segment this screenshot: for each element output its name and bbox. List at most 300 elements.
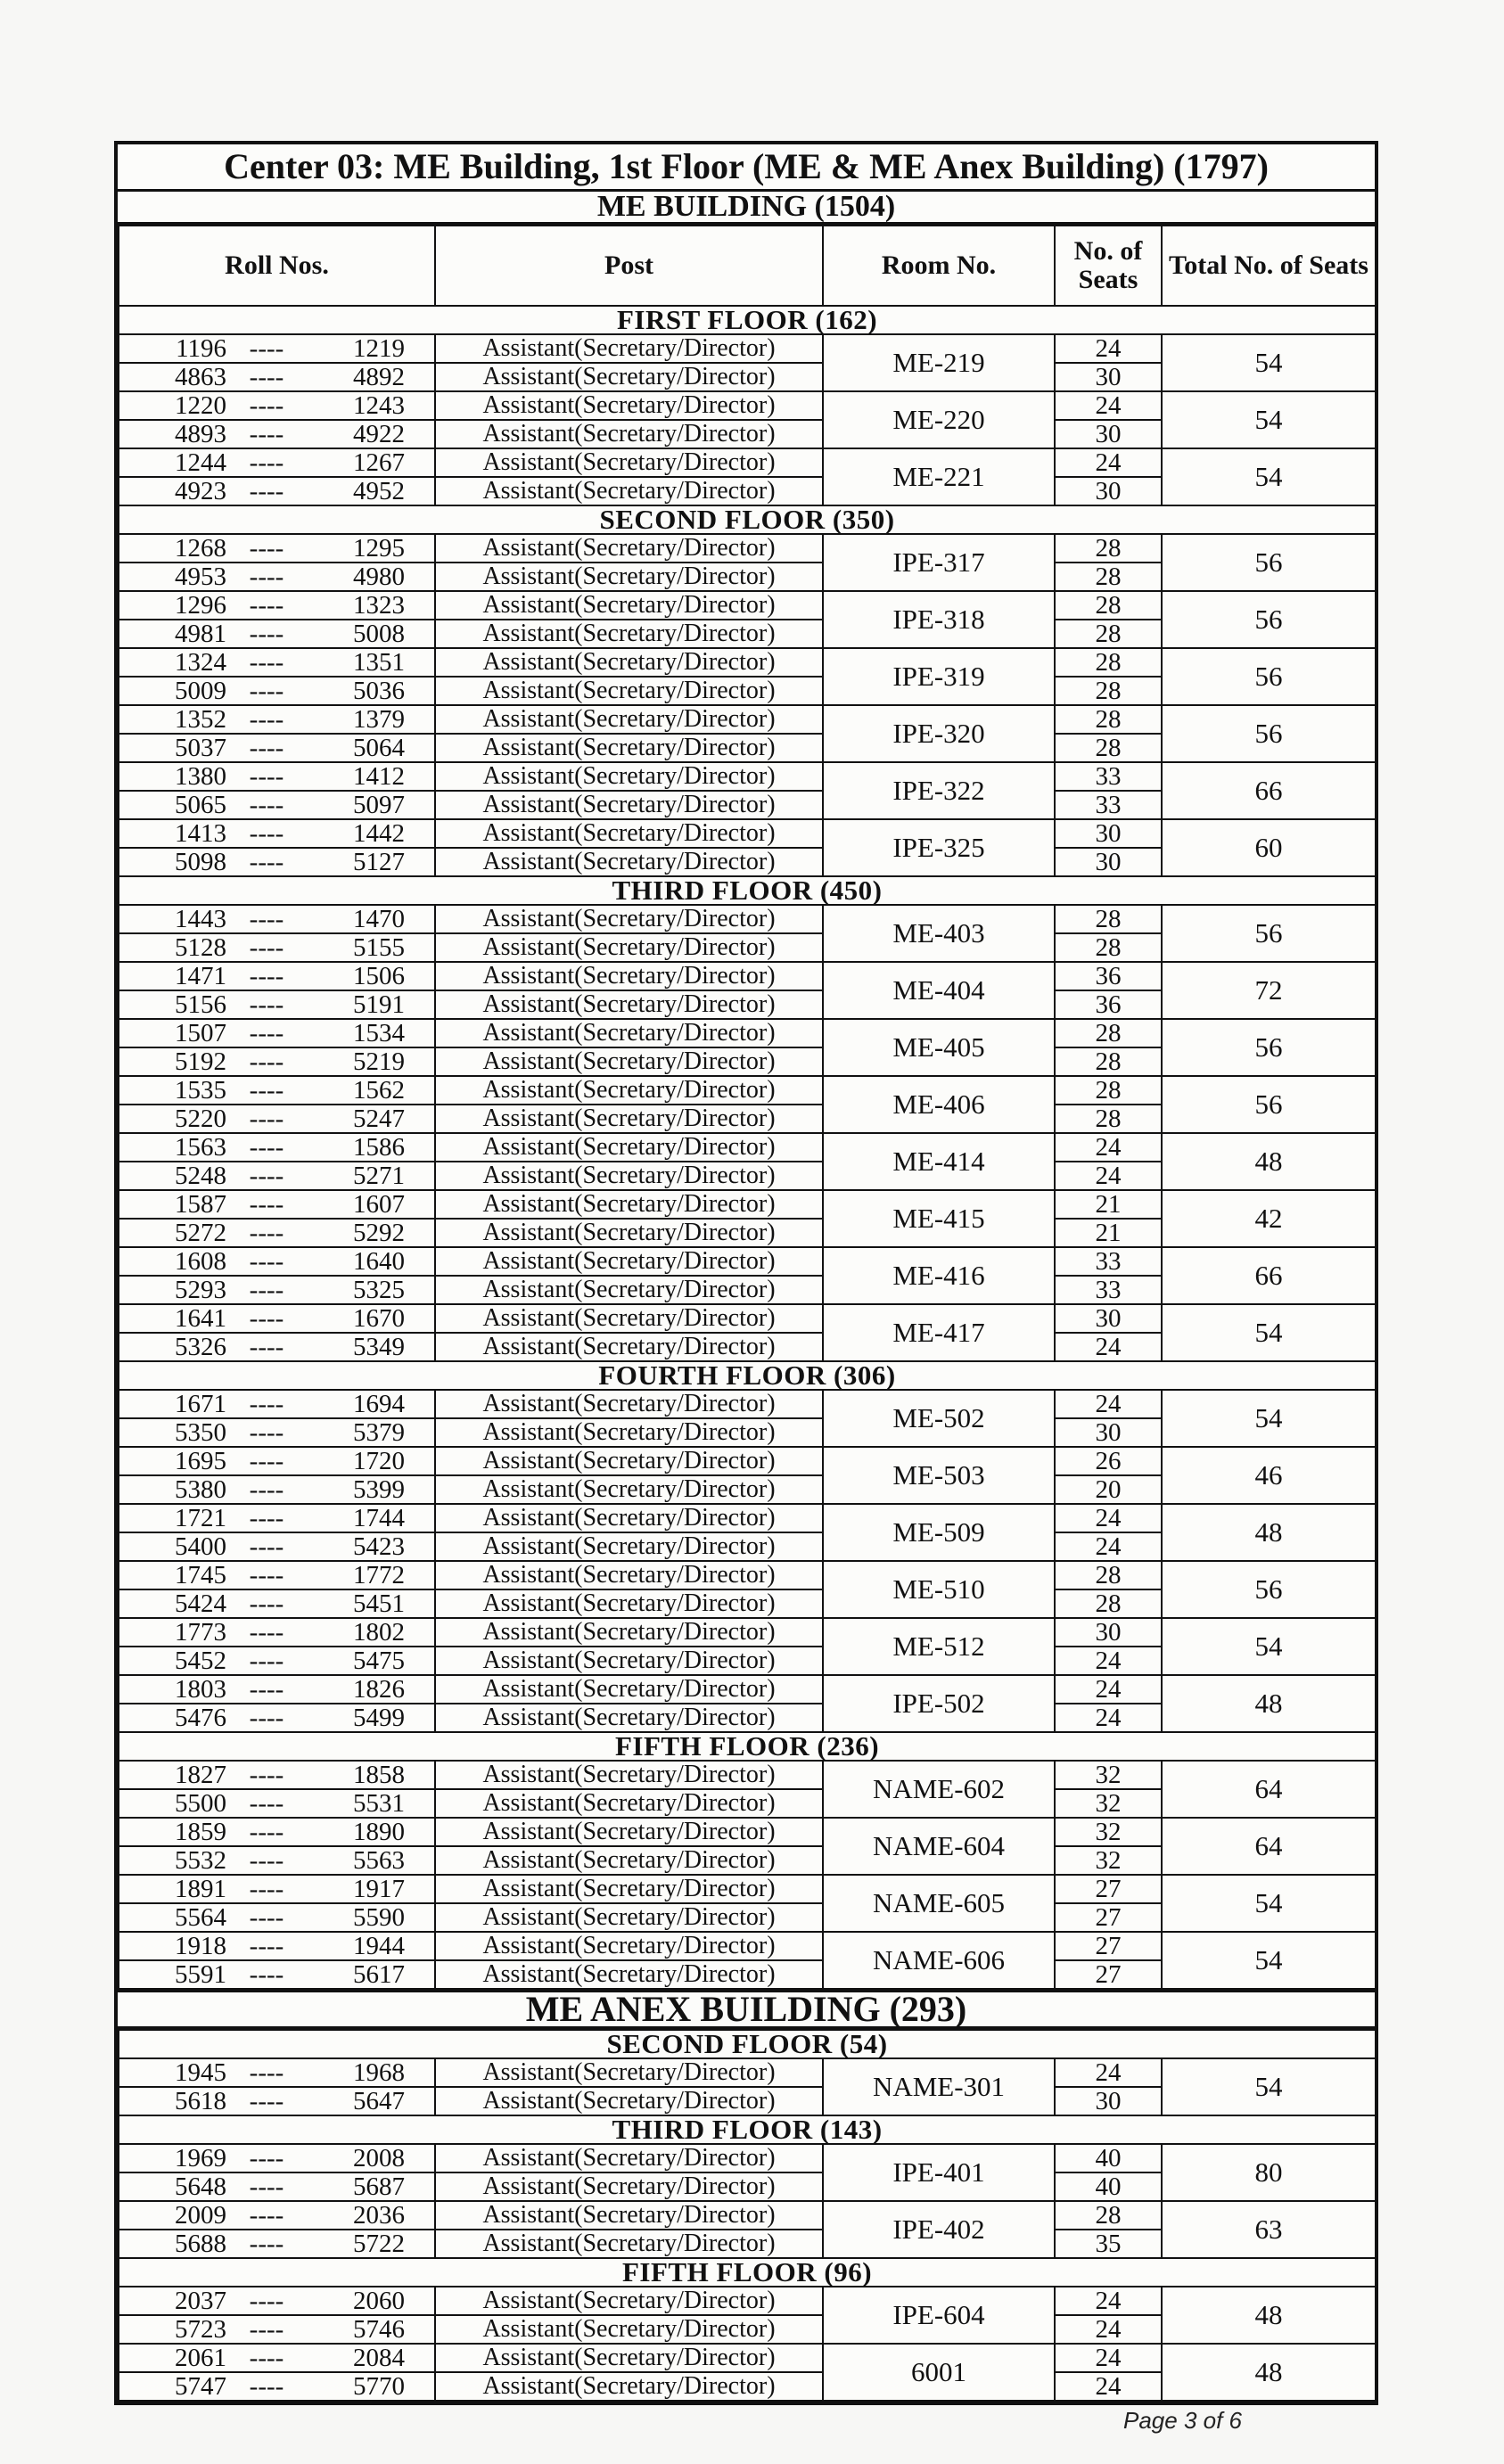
roll-start: 1244 xyxy=(175,448,226,477)
roll-start: 5272 xyxy=(175,1219,226,1247)
roll-range xyxy=(119,1475,435,1504)
post-cell: Assistant(Secretary/Director) xyxy=(435,2058,823,2087)
roll-separator: ---- xyxy=(249,1589,284,1618)
roll-range xyxy=(119,363,435,391)
post-cell: Assistant(Secretary/Director) xyxy=(435,1475,823,1504)
room-number: NAME-301 xyxy=(823,2058,1055,2115)
floor-title: FIFTH FLOOR (96) xyxy=(119,2258,1376,2287)
floor-row xyxy=(119,1361,1376,1390)
post-cell: Assistant(Secretary/Director) xyxy=(435,1789,823,1818)
roll-range xyxy=(119,1333,435,1361)
post-cell: Assistant(Secretary/Director) xyxy=(435,1589,823,1618)
roll-end: 5325 xyxy=(353,1276,405,1304)
roll-separator: ---- xyxy=(249,2172,284,2201)
post-cell: Assistant(Secretary/Director) xyxy=(435,1818,823,1846)
roll-range xyxy=(119,1304,435,1333)
table-row xyxy=(119,1504,1376,1532)
roll-range xyxy=(119,648,435,677)
floor-row xyxy=(119,876,1376,905)
roll-start: 1507 xyxy=(175,1019,226,1047)
roll-start: 1220 xyxy=(175,391,226,420)
roll-end: 5531 xyxy=(353,1789,405,1818)
post-cell: Assistant(Secretary/Director) xyxy=(435,1932,823,1960)
roll-range xyxy=(119,1076,435,1105)
roll-end: 4892 xyxy=(353,363,405,391)
roll-separator: ---- xyxy=(249,1846,284,1875)
roll-separator: ---- xyxy=(249,1675,284,1704)
seat-count: 24 xyxy=(1055,1675,1162,1704)
roll-start: 5350 xyxy=(175,1418,226,1447)
seat-count: 24 xyxy=(1055,2058,1162,2087)
roll-separator: ---- xyxy=(249,1276,284,1304)
roll-range xyxy=(119,905,435,933)
total-seats: 48 xyxy=(1162,1675,1376,1732)
roll-range xyxy=(119,1276,435,1304)
roll-range xyxy=(119,477,435,505)
seat-count: 24 xyxy=(1055,1133,1162,1162)
table-row xyxy=(119,1076,1376,1105)
roll-start: 5591 xyxy=(175,1960,226,1989)
roll-range xyxy=(119,334,435,363)
roll-end: 4952 xyxy=(353,477,405,505)
roll-separator: ---- xyxy=(249,791,284,819)
total-seats: 56 xyxy=(1162,1561,1376,1618)
total-seats: 64 xyxy=(1162,1818,1376,1875)
floor-row xyxy=(119,1732,1376,1761)
roll-separator: ---- xyxy=(249,1932,284,1960)
roll-end: 5097 xyxy=(353,791,405,819)
seat-count: 30 xyxy=(1055,363,1162,391)
roll-separator: ---- xyxy=(249,1532,284,1561)
roll-end: 1470 xyxy=(353,905,405,933)
seat-count: 24 xyxy=(1055,448,1162,477)
roll-separator: ---- xyxy=(249,448,284,477)
roll-range xyxy=(119,1589,435,1618)
room-number: IPE-401 xyxy=(823,2144,1055,2201)
roll-end: 5423 xyxy=(353,1532,405,1561)
post-cell: Assistant(Secretary/Director) xyxy=(435,648,823,677)
floor-title: THIRD FLOOR (450) xyxy=(119,876,1376,905)
roll-start: 5156 xyxy=(175,990,226,1019)
header-total-seats: Total No. of Seats xyxy=(1162,226,1376,306)
table-row xyxy=(119,1247,1376,1276)
post-cell: Assistant(Secretary/Director) xyxy=(435,933,823,962)
seat-count: 36 xyxy=(1055,962,1162,990)
roll-separator: ---- xyxy=(249,962,284,990)
roll-end: 5475 xyxy=(353,1647,405,1675)
roll-start: 1969 xyxy=(175,2144,226,2172)
seat-count: 28 xyxy=(1055,1019,1162,1047)
roll-range xyxy=(119,2201,435,2230)
roll-separator: ---- xyxy=(249,1047,284,1076)
roll-start: 5648 xyxy=(175,2172,226,2201)
table-row xyxy=(119,1818,1376,1846)
roll-separator: ---- xyxy=(249,848,284,876)
roll-start: 1535 xyxy=(175,1076,226,1105)
roll-separator: ---- xyxy=(249,477,284,505)
seat-count: 27 xyxy=(1055,1903,1162,1932)
room-number: ME-509 xyxy=(823,1504,1055,1561)
roll-separator: ---- xyxy=(249,591,284,620)
post-cell: Assistant(Secretary/Director) xyxy=(435,1846,823,1875)
header-no-of-seats: No. of Seats xyxy=(1055,226,1162,306)
roll-separator: ---- xyxy=(249,1875,284,1903)
roll-end: 5647 xyxy=(353,2087,405,2115)
roll-separator: ---- xyxy=(249,1789,284,1818)
roll-end: 1267 xyxy=(353,448,405,477)
seat-count: 28 xyxy=(1055,1561,1162,1589)
seat-count: 24 xyxy=(1055,1532,1162,1561)
post-cell: Assistant(Secretary/Director) xyxy=(435,791,823,819)
roll-start: 1891 xyxy=(175,1875,226,1903)
roll-end: 1826 xyxy=(353,1675,405,1704)
floor-title: THIRD FLOOR (143) xyxy=(119,2115,1376,2144)
room-number: IPE-317 xyxy=(823,534,1055,591)
roll-end: 4980 xyxy=(353,563,405,591)
roll-separator: ---- xyxy=(249,2087,284,2115)
roll-end: 1243 xyxy=(353,391,405,420)
roll-start: 5564 xyxy=(175,1903,226,1932)
roll-separator: ---- xyxy=(249,1304,284,1333)
roll-end: 1607 xyxy=(353,1190,405,1219)
table-row xyxy=(119,1761,1376,1789)
room-number: NAME-602 xyxy=(823,1761,1055,1818)
roll-start: 1380 xyxy=(175,762,226,791)
total-seats: 54 xyxy=(1162,1932,1376,1989)
post-cell: Assistant(Secretary/Director) xyxy=(435,1875,823,1903)
roll-end: 5155 xyxy=(353,933,405,962)
roll-start: 5424 xyxy=(175,1589,226,1618)
post-cell: Assistant(Secretary/Director) xyxy=(435,962,823,990)
roll-end: 1694 xyxy=(353,1390,405,1418)
roll-start: 1587 xyxy=(175,1190,226,1219)
roll-start: 4981 xyxy=(175,620,226,648)
seat-count: 33 xyxy=(1055,1247,1162,1276)
total-seats: 48 xyxy=(1162,2287,1376,2344)
post-cell: Assistant(Secretary/Director) xyxy=(435,1333,823,1361)
roll-end: 1412 xyxy=(353,762,405,791)
table-row xyxy=(119,1561,1376,1589)
roll-end: 2008 xyxy=(353,2144,405,2172)
roll-separator: ---- xyxy=(249,677,284,705)
roll-separator: ---- xyxy=(249,1247,284,1276)
total-seats: 64 xyxy=(1162,1761,1376,1818)
seat-count: 28 xyxy=(1055,905,1162,933)
total-seats: 56 xyxy=(1162,648,1376,705)
post-cell: Assistant(Secretary/Director) xyxy=(435,1047,823,1076)
room-number: NAME-606 xyxy=(823,1932,1055,1989)
roll-range xyxy=(119,1162,435,1190)
seat-count: 24 xyxy=(1055,334,1162,363)
roll-range xyxy=(119,933,435,962)
room-number: IPE-322 xyxy=(823,762,1055,819)
roll-end: 1890 xyxy=(353,1818,405,1846)
table-row xyxy=(119,2058,1376,2087)
roll-separator: ---- xyxy=(249,1561,284,1589)
roll-end: 5271 xyxy=(353,1162,405,1190)
post-cell: Assistant(Secretary/Director) xyxy=(435,905,823,933)
post-cell: Assistant(Secretary/Director) xyxy=(435,1618,823,1647)
roll-end: 5379 xyxy=(353,1418,405,1447)
building-title: ME BUILDING (1504) xyxy=(118,192,1375,225)
roll-start: 1945 xyxy=(175,2058,226,2087)
post-cell: Assistant(Secretary/Director) xyxy=(435,391,823,420)
roll-start: 1196 xyxy=(176,334,226,363)
roll-end: 5127 xyxy=(353,848,405,876)
table-row xyxy=(119,1304,1376,1333)
room-number: 6001 xyxy=(823,2344,1055,2401)
roll-separator: ---- xyxy=(249,1618,284,1647)
room-number: ME-403 xyxy=(823,905,1055,962)
roll-start: 1773 xyxy=(175,1618,226,1647)
roll-end: 2036 xyxy=(353,2201,405,2230)
total-seats: 72 xyxy=(1162,962,1376,1019)
roll-range xyxy=(119,1219,435,1247)
seat-count: 28 xyxy=(1055,677,1162,705)
roll-end: 1720 xyxy=(353,1447,405,1475)
roll-end: 2084 xyxy=(353,2344,405,2372)
post-cell: Assistant(Secretary/Director) xyxy=(435,1133,823,1162)
roll-separator: ---- xyxy=(249,2201,284,2230)
roll-start: 5037 xyxy=(175,734,226,762)
seat-count: 28 xyxy=(1055,734,1162,762)
roll-separator: ---- xyxy=(249,1818,284,1846)
post-cell: Assistant(Secretary/Director) xyxy=(435,990,823,1019)
roll-start: 2061 xyxy=(175,2344,226,2372)
total-seats: 48 xyxy=(1162,1133,1376,1190)
seat-count: 24 xyxy=(1055,1162,1162,1190)
roll-start: 2037 xyxy=(175,2287,226,2315)
post-cell: Assistant(Secretary/Director) xyxy=(435,620,823,648)
seat-count: 40 xyxy=(1055,2172,1162,2201)
roll-end: 1534 xyxy=(353,1019,405,1047)
seat-count: 28 xyxy=(1055,648,1162,677)
table-row xyxy=(119,534,1376,563)
seat-count: 27 xyxy=(1055,1875,1162,1903)
roll-start: 5009 xyxy=(175,677,226,705)
roll-end: 1323 xyxy=(353,591,405,620)
roll-end: 5770 xyxy=(353,2372,405,2401)
table-row xyxy=(119,2287,1376,2315)
roll-range xyxy=(119,1903,435,1932)
roll-separator: ---- xyxy=(249,2344,284,2372)
roll-end: 4922 xyxy=(353,420,405,448)
roll-start: 5380 xyxy=(175,1475,226,1504)
roll-end: 1772 xyxy=(353,1561,405,1589)
roll-range xyxy=(119,1190,435,1219)
roll-start: 4953 xyxy=(175,563,226,591)
seat-count: 27 xyxy=(1055,1932,1162,1960)
roll-end: 5349 xyxy=(353,1333,405,1361)
roll-end: 5746 xyxy=(353,2315,405,2344)
total-seats: 60 xyxy=(1162,819,1376,876)
room-number: ME-221 xyxy=(823,448,1055,505)
page-number: Page 3 of 6 xyxy=(1123,2407,1242,2434)
table-row xyxy=(119,1447,1376,1475)
roll-start: 5192 xyxy=(175,1047,226,1076)
header-room-no: Room No. xyxy=(823,226,1055,306)
roll-start: 5293 xyxy=(175,1276,226,1304)
seat-count: 28 xyxy=(1055,1047,1162,1076)
roll-start: 1608 xyxy=(175,1247,226,1276)
seat-count: 24 xyxy=(1055,1704,1162,1732)
roll-start: 4863 xyxy=(175,363,226,391)
roll-range xyxy=(119,1846,435,1875)
post-cell: Assistant(Secretary/Director) xyxy=(435,1675,823,1704)
roll-end: 1968 xyxy=(353,2058,405,2087)
roll-range xyxy=(119,1675,435,1704)
roll-separator: ---- xyxy=(249,391,284,420)
roll-separator: ---- xyxy=(249,1960,284,1989)
roll-end: 5247 xyxy=(353,1105,405,1133)
roll-separator: ---- xyxy=(249,762,284,791)
post-cell: Assistant(Secretary/Director) xyxy=(435,1390,823,1418)
total-seats: 54 xyxy=(1162,448,1376,505)
seat-count: 28 xyxy=(1055,1589,1162,1618)
roll-end: 1944 xyxy=(353,1932,405,1960)
room-number: ME-405 xyxy=(823,1019,1055,1076)
roll-range xyxy=(119,2230,435,2258)
seat-count: 28 xyxy=(1055,705,1162,734)
total-seats: 66 xyxy=(1162,762,1376,819)
table-row xyxy=(119,1190,1376,1219)
total-seats: 54 xyxy=(1162,391,1376,448)
roll-start: 5476 xyxy=(175,1704,226,1732)
roll-start: 5326 xyxy=(175,1333,226,1361)
roll-separator: ---- xyxy=(249,363,284,391)
roll-end: 1219 xyxy=(353,334,405,363)
roll-separator: ---- xyxy=(249,563,284,591)
roll-start: 1324 xyxy=(175,648,226,677)
post-cell: Assistant(Secretary/Director) xyxy=(435,1019,823,1047)
roll-start: 1296 xyxy=(175,591,226,620)
roll-separator: ---- xyxy=(249,1219,284,1247)
roll-range xyxy=(119,563,435,591)
seat-count: 21 xyxy=(1055,1190,1162,1219)
post-cell: Assistant(Secretary/Director) xyxy=(435,677,823,705)
post-cell: Assistant(Secretary/Director) xyxy=(435,2315,823,2344)
post-cell: Assistant(Secretary/Director) xyxy=(435,1162,823,1190)
post-cell: Assistant(Secretary/Director) xyxy=(435,2201,823,2230)
roll-separator: ---- xyxy=(249,1105,284,1133)
roll-start: 5532 xyxy=(175,1846,226,1875)
roll-end: 5008 xyxy=(353,620,405,648)
roll-start: 1803 xyxy=(175,1675,226,1704)
roll-start: 4893 xyxy=(175,420,226,448)
seat-allocation-table xyxy=(118,2029,1377,2402)
room-number: NAME-604 xyxy=(823,1818,1055,1875)
table-row xyxy=(119,1019,1376,1047)
table-row xyxy=(119,819,1376,848)
seat-count: 30 xyxy=(1055,819,1162,848)
total-seats: 54 xyxy=(1162,2058,1376,2115)
roll-end: 1351 xyxy=(353,648,405,677)
roll-end: 2060 xyxy=(353,2287,405,2315)
roll-end: 5191 xyxy=(353,990,405,1019)
roll-range xyxy=(119,990,435,1019)
roll-end: 5722 xyxy=(353,2230,405,2258)
table-row xyxy=(119,1133,1376,1162)
roll-separator: ---- xyxy=(249,1162,284,1190)
roll-separator: ---- xyxy=(249,1475,284,1504)
post-cell: Assistant(Secretary/Director) xyxy=(435,2372,823,2401)
roll-end: 1917 xyxy=(353,1875,405,1903)
roll-end: 5687 xyxy=(353,2172,405,2201)
roll-range xyxy=(119,534,435,563)
roll-range xyxy=(119,1960,435,1989)
roll-end: 5036 xyxy=(353,677,405,705)
roll-range xyxy=(119,2372,435,2401)
post-cell: Assistant(Secretary/Director) xyxy=(435,363,823,391)
room-number: ME-512 xyxy=(823,1618,1055,1675)
seat-allocation-table xyxy=(118,225,1377,1990)
roll-separator: ---- xyxy=(249,1447,284,1475)
roll-end: 1295 xyxy=(353,534,405,563)
roll-separator: ---- xyxy=(249,1418,284,1447)
roll-start: 4923 xyxy=(175,477,226,505)
seat-count: 33 xyxy=(1055,791,1162,819)
room-number: NAME-605 xyxy=(823,1875,1055,1932)
post-cell: Assistant(Secretary/Director) xyxy=(435,1903,823,1932)
roll-start: 5747 xyxy=(175,2372,226,2401)
post-cell: Assistant(Secretary/Director) xyxy=(435,563,823,591)
room-number: ME-503 xyxy=(823,1447,1055,1504)
post-cell: Assistant(Secretary/Director) xyxy=(435,1532,823,1561)
seat-count: 24 xyxy=(1055,2372,1162,2401)
roll-start: 1721 xyxy=(175,1504,226,1532)
post-cell: Assistant(Secretary/Director) xyxy=(435,1418,823,1447)
roll-start: 1471 xyxy=(175,962,226,990)
roll-separator: ---- xyxy=(249,734,284,762)
post-cell: Assistant(Secretary/Director) xyxy=(435,1447,823,1475)
post-cell: Assistant(Secretary/Director) xyxy=(435,1647,823,1675)
room-number: ME-414 xyxy=(823,1133,1055,1190)
roll-separator: ---- xyxy=(249,705,284,734)
roll-range xyxy=(119,620,435,648)
room-number: ME-417 xyxy=(823,1304,1055,1361)
post-cell: Assistant(Secretary/Director) xyxy=(435,734,823,762)
post-cell: Assistant(Secretary/Director) xyxy=(435,2287,823,2315)
roll-range xyxy=(119,1247,435,1276)
seat-count: 28 xyxy=(1055,563,1162,591)
post-cell: Assistant(Secretary/Director) xyxy=(435,1190,823,1219)
seat-count: 24 xyxy=(1055,2344,1162,2372)
roll-range xyxy=(119,1133,435,1162)
roll-start: 1745 xyxy=(175,1561,226,1589)
seat-count: 28 xyxy=(1055,1076,1162,1105)
post-cell: Assistant(Secretary/Director) xyxy=(435,1247,823,1276)
floor-row xyxy=(119,2030,1376,2058)
seat-count: 32 xyxy=(1055,1818,1162,1846)
roll-start: 2009 xyxy=(175,2201,226,2230)
seat-count: 24 xyxy=(1055,1333,1162,1361)
post-cell: Assistant(Secretary/Director) xyxy=(435,1304,823,1333)
room-number: ME-415 xyxy=(823,1190,1055,1247)
roll-range xyxy=(119,1504,435,1532)
roll-end: 1744 xyxy=(353,1504,405,1532)
roll-range xyxy=(119,448,435,477)
floor-title: FOURTH FLOOR (306) xyxy=(119,1361,1376,1390)
room-number: ME-406 xyxy=(823,1076,1055,1133)
roll-start: 1695 xyxy=(175,1447,226,1475)
roll-range xyxy=(119,762,435,791)
roll-end: 1562 xyxy=(353,1076,405,1105)
table-row xyxy=(119,1932,1376,1960)
roll-separator: ---- xyxy=(249,2058,284,2087)
roll-range xyxy=(119,2172,435,2201)
seat-count: 26 xyxy=(1055,1447,1162,1475)
roll-range xyxy=(119,2144,435,2172)
